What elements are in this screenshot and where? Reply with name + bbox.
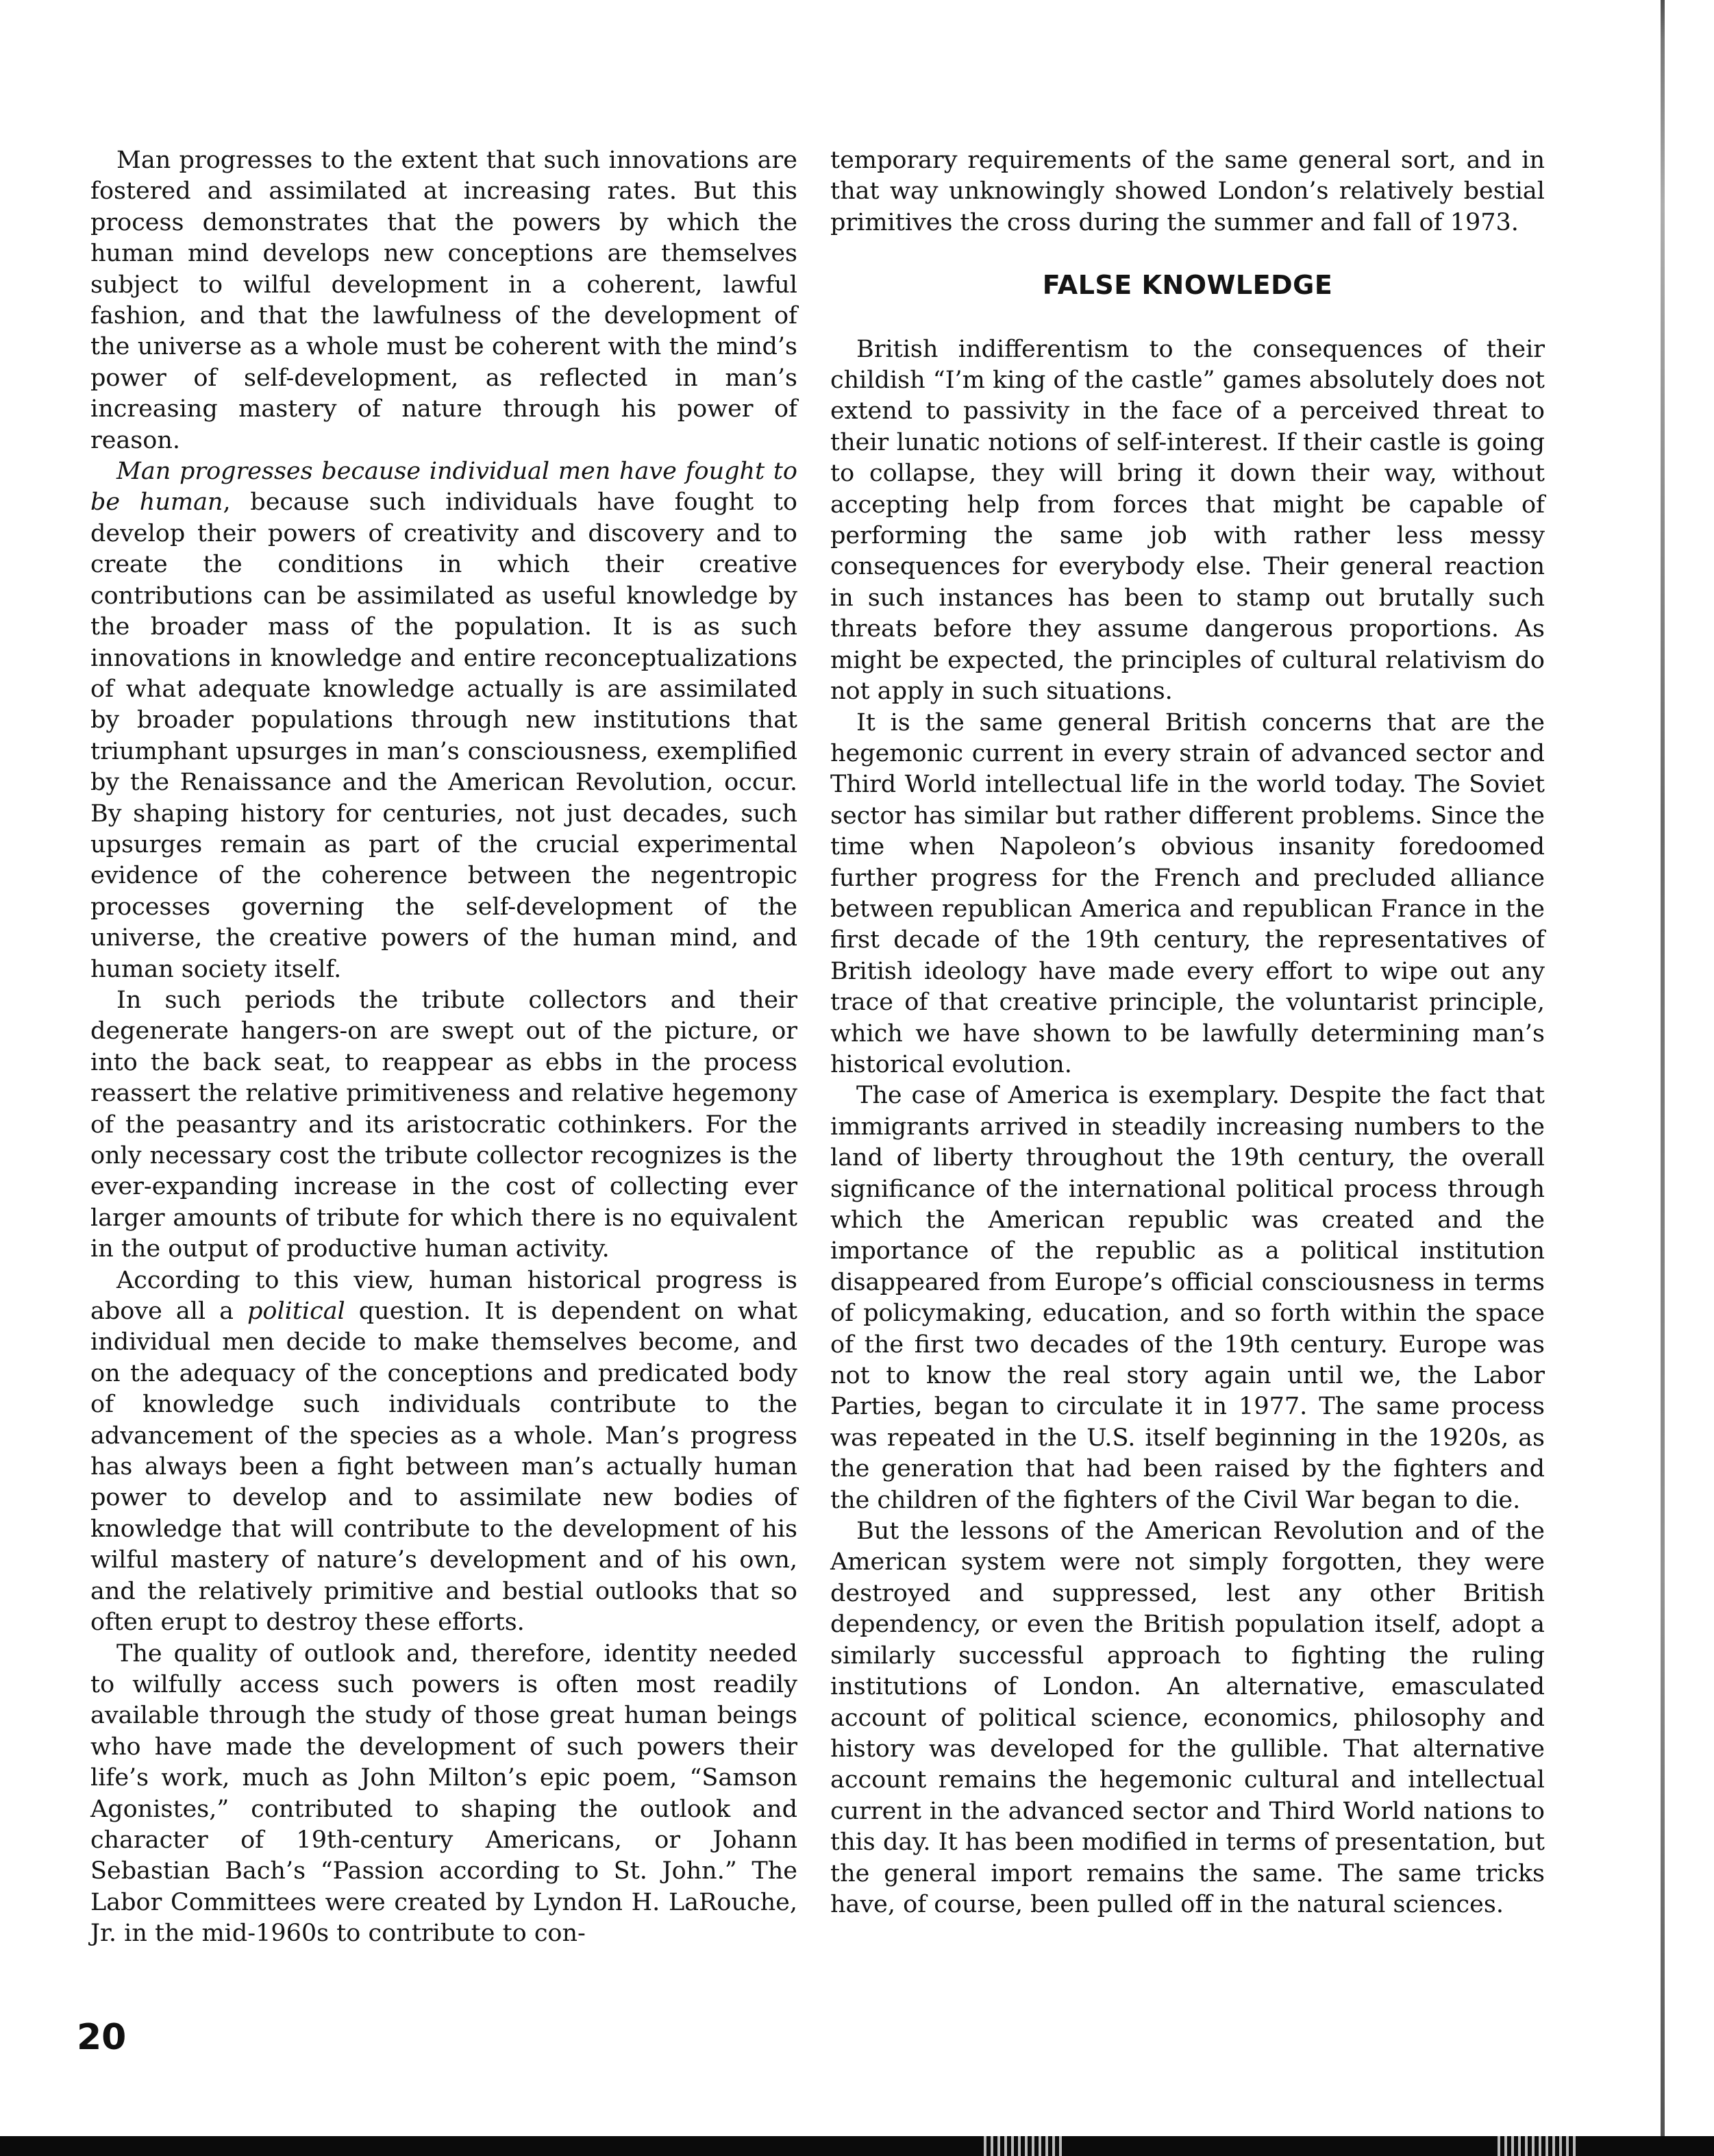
scan-bottom-band (0, 2136, 1714, 2156)
left-column (90, 145, 797, 1950)
page-edge-scan-line (1661, 0, 1665, 2156)
italic-word: political (247, 1298, 345, 1326)
paragraph: The quality of outlook and, therefore, identity needed to wilfully access such powers is often most readily available through the study of those great human beings who have made the development of such powers their life’s work, much as John Milton’s epic poem, “Samson Agonistes,” contributed to shaping the outlook and character of 19th-century Americans, or Johann Sebastian Bach’s “Passion according to St. John.” The Labor Committees were created by Lyndon H. LaRouche, Jr. in the mid-1960s to contribute to con- (90, 1639, 797, 1948)
paragraph-lead: According to this view, human historical progress is above all a (90, 1266, 797, 1326)
paragraph: British indifferentism to the consequences of their childish “I’m king of the castle” games absolutely does not extend to passivity in the face of a perceived threat to their lunatic notions of self-interest. If their castle is going to collapse, they will bring it down their way, without accepting help from forces that might be capable of performing the same job with rather less messy consequences for everybody else. Their general reaction in such instances has been to stamp out brutally such threats before they assume dangerous proportions. As might be expected, the principles of cultural relativism do not apply in such situations. (830, 335, 1545, 706)
paragraph: The case of America is exemplary. Despite the fact that immigrants arrived in steadily increasing numbers to the land of liberty throughout the 19th century, the overall significance of the international political process through which the American republic was created and the importance of the republic as a political institution disappeared from Europe’s official consciousness in terms of policymaking, education, and so forth within the space of the first two decades of the 19th century. Europe was not to know the real story again until we, the Labor Parties, began to circulate it in 1977. The same process was repeated in the U.S. itself beginning in the 1920s, as the generation that had been raised by the fighters and the children of the fighters of the Civil War began to die. (830, 1082, 1545, 1514)
paragraph: In such periods the tribute collectors and their degenerate hangers-on are swept out of the picture, or into the back seat, to reappear as ebbs in the process reassert the relative primitiveness and relative hegemony of the peasantry and its aristocratic cothinkers. For the only necessary cost the tribute collector recognizes is the ever-expanding increase in the cost of collecting ever larger amounts of tribute for which there is no equivalent in the output of productive human activity. (90, 986, 797, 1263)
paragraph (90, 456, 797, 985)
paragraph (90, 1265, 797, 1639)
page-number: 20 (77, 2017, 127, 2058)
paragraph: temporary requirements of the same general sort, and in that way unknowingly showed London’s relatively bestial primitives the cross during the summer and fall of 1973. (830, 147, 1545, 236)
paragraph-body: , because such individuals have fought to develop their powers of creativity and discovery and to create the conditions in which their creative contributions can be assimilated as useful knowledge by the broader mass of the population. It is as such innovations in knowledge and entire reconceptualizations of what adequate knowledge actually is are assimilated by broader populations through new institutions that triumphant upsurges in man’s consciousness, exemplified by the Renaissance and the American Revolution, occur. By shaping history for centuries, not just decades, such upsurges remain as part of the crucial experimental evidence of the coherence between the negentropic processes governing the self-development of the universe, the creative powers of the human mind, and human society itself. (90, 488, 797, 983)
scan-gap (980, 2136, 1062, 2156)
section-heading: FALSE KNOWLEDGE (1042, 270, 1333, 301)
paragraph: But the lessons of the American Revolution and of the American system were not simply forgotten, they were destroyed and suppressed, lest any other British dependency, or even the British population itself, adopt a similarly successful approach to fighting the ruling institutions of London. An alternative, emasculated account of political science, economics, philosophy and history was developed for the gullible. That alternative account remains the hegemonic cultural and intellectual current in the advanced sector and Third World nations to this day. It has been modified in terms of presentation, but the general import remains the same. The same tricks have, of course, been pulled off in the natural sciences. (830, 1517, 1545, 1918)
paragraph: Man progresses to the extent that such innovations are fostered and assimilated at increasing rates. But this process demonstrates that the powers by which the human mind develops new conceptions are themselves subject to wilful development in a coherent, lawful fashion, and that the lawfulness of the development of the universe as a whole must be coherent with the mind’s power of self-development, as reflected in man’s increasing mastery of nature through his power of reason. (90, 147, 797, 454)
paragraph: It is the same general British concerns that are the hegemonic current in every strain of advanced sector and Third World intellectual life in the world today. The Soviet sector has similar but rather different problems. Since the time when Napoleon’s obvious insanity foredoomed further progress for the French and precluded alliance between republican America and republican France in the first decade of the 19th century, the representatives of British ideology have made every effort to wipe out any trace of that creative principle, the voluntarist principle, which we have shown to be lawfully determining man’s historical evolution. (830, 708, 1545, 1078)
scan-gap (1493, 2136, 1576, 2156)
right-column (830, 145, 1545, 1920)
italic-lead: Man progresses because individual men have fought to be human (90, 458, 797, 517)
paragraph-body: question. It is dependent on what individual men decide to make themselves become, and on the adequacy of the conceptions and predicated body of knowledge such individuals contribute to the advancement of the species as a whole. Man’s progress has always been a fight between man’s actually human power to develop and to assimilate new bodies of knowledge that will contribute to the development of his wilful mastery of nature’s development and of his own, and the relatively primitive and bestial outlooks that so often erupt to destroy these efforts. (90, 1298, 797, 1637)
